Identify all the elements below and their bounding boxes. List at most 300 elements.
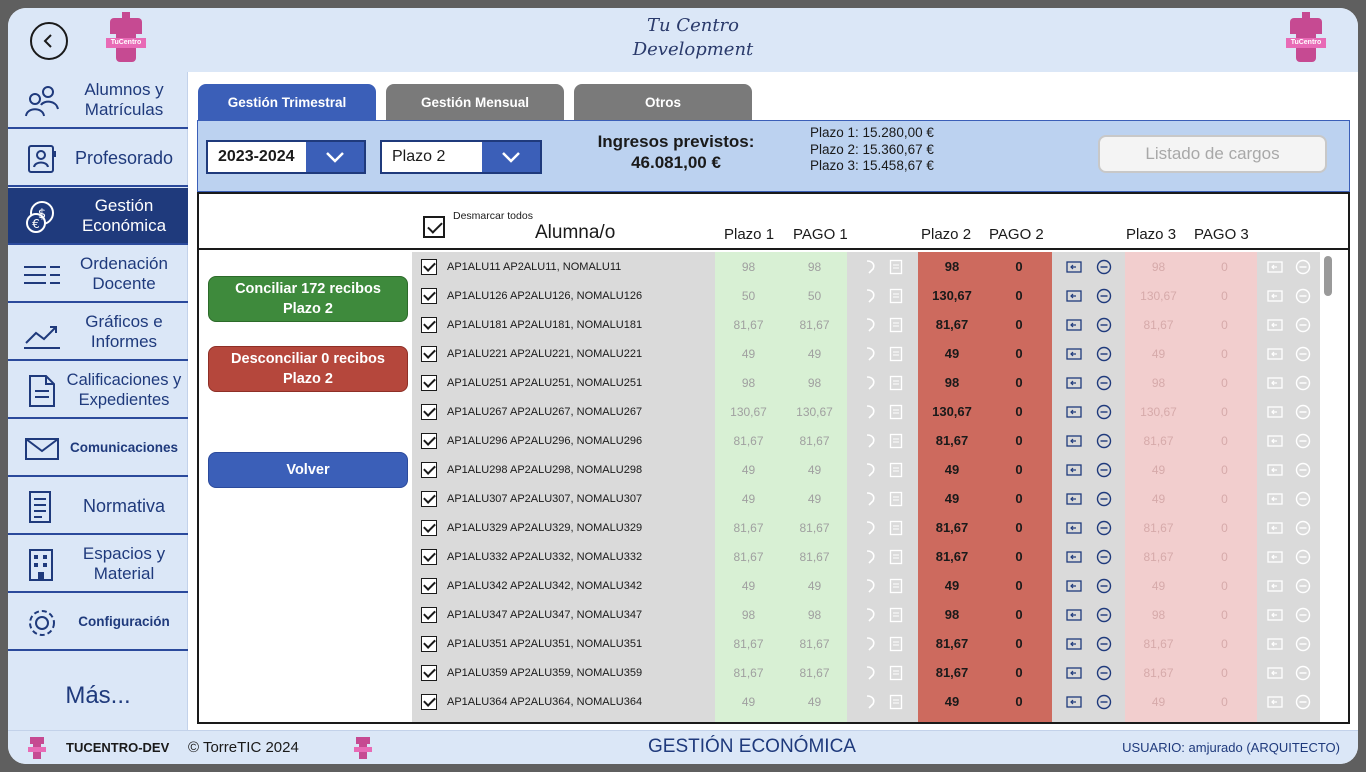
undo-button[interactable]: [863, 491, 877, 507]
assign-button[interactable]: [1267, 551, 1283, 563]
cell-actions1: [847, 252, 918, 281]
cell-pago1: 98: [782, 252, 847, 281]
receipt-button[interactable]: [889, 288, 903, 304]
receipt-button[interactable]: [889, 549, 903, 565]
table-row: [412, 252, 1320, 281]
sidebar-item-profesorado[interactable]: [8, 130, 188, 187]
volver-button[interactable]: Volver: [208, 452, 408, 488]
remove-button[interactable]: [1295, 433, 1311, 449]
sidebar-item-ordenacion[interactable]: [8, 246, 188, 303]
assign-button[interactable]: [1066, 261, 1082, 273]
undo-button[interactable]: [863, 665, 877, 681]
remove-button[interactable]: [1295, 317, 1311, 333]
cell-pago3: 0: [1192, 455, 1257, 484]
cell-actions1: [847, 571, 918, 600]
assign-button[interactable]: [1066, 290, 1082, 302]
plazo2-total: Plazo 2: 15.360,67 €: [810, 141, 934, 157]
receipt-button[interactable]: [889, 346, 903, 362]
remove-button[interactable]: [1096, 491, 1112, 507]
remove-button[interactable]: [1096, 578, 1112, 594]
conciliar-plazo: Plazo 2: [283, 301, 333, 317]
remove-button[interactable]: [1096, 462, 1112, 478]
col-plazo2: Plazo 2: [921, 226, 972, 243]
cell-actions1: [847, 513, 918, 542]
cell-alumna: [412, 716, 715, 724]
assign-icon: [1267, 319, 1283, 331]
cell-alumna: [412, 281, 715, 310]
plazo-value: Plazo 2: [392, 148, 446, 165]
row-checkbox[interactable]: [421, 462, 437, 478]
more-button[interactable]: Más...: [65, 682, 131, 709]
recibos-list: [412, 252, 1320, 724]
row-checkbox[interactable]: [421, 288, 437, 304]
remove-button[interactable]: [1295, 636, 1311, 652]
cell-plazo2: 98: [918, 368, 986, 397]
assign-button[interactable]: [1267, 406, 1283, 418]
remove-button[interactable]: [1295, 375, 1311, 391]
assign-icon: [1267, 377, 1283, 389]
back-button[interactable]: [30, 22, 68, 60]
assign-icon: [1066, 667, 1082, 679]
row-checkbox[interactable]: [421, 549, 437, 565]
assign-button[interactable]: [1066, 377, 1082, 389]
listado-cargos-button[interactable]: Listado de cargos: [1098, 135, 1327, 173]
cell-actions2: [1052, 571, 1125, 600]
undo-button[interactable]: [863, 433, 877, 449]
cell-pago3: 0: [1192, 513, 1257, 542]
cell-plazo3: 81,67: [1125, 426, 1192, 455]
cell-actions2: [1052, 513, 1125, 542]
assign-button[interactable]: [1267, 667, 1283, 679]
assign-button[interactable]: [1066, 667, 1082, 679]
cell-pago3: [1192, 716, 1257, 724]
receipt-button[interactable]: [889, 520, 903, 536]
cell-pago1: 81,67: [782, 310, 847, 339]
remove-button[interactable]: [1295, 346, 1311, 362]
remove-circle-icon: [1295, 491, 1311, 507]
undo-button[interactable]: [863, 520, 877, 536]
cell-actions3: [1257, 368, 1320, 397]
cell-pago3: 0: [1192, 281, 1257, 310]
alumna-name: AP1ALU221 AP2ALU221, NOMALU221: [447, 347, 643, 360]
sidebar-item-espacios[interactable]: [8, 536, 188, 593]
cell-plazo1: 49: [715, 484, 782, 513]
assign-button[interactable]: [1066, 609, 1082, 621]
cell-alumna: [412, 687, 715, 716]
receipt-button[interactable]: [889, 491, 903, 507]
cell-actions2: [1052, 687, 1125, 716]
row-checkbox[interactable]: [421, 346, 437, 362]
remove-button[interactable]: [1295, 404, 1311, 420]
cell-plazo3: 49: [1125, 455, 1192, 484]
chevron-down-icon: [482, 142, 540, 172]
plazo3-total: Plazo 3: 15.458,67 €: [810, 158, 934, 173]
receipt-icon: [889, 636, 903, 652]
assign-button[interactable]: [1066, 464, 1082, 476]
assign-button[interactable]: [1267, 580, 1283, 592]
cell-actions2: [1052, 281, 1125, 310]
receipt-icon: [889, 433, 903, 449]
alumna-name: AP1ALU347 AP2ALU347, NOMALU347: [447, 608, 643, 621]
remove-circle-icon: [1096, 636, 1112, 652]
remove-button[interactable]: [1295, 723, 1311, 725]
receipt-icon: [889, 549, 903, 565]
tab-gestion-mensual[interactable]: Gestión Mensual: [386, 84, 564, 120]
assign-button[interactable]: [1267, 435, 1283, 447]
sidebar-item-configuracion[interactable]: [8, 594, 188, 651]
assign-button[interactable]: [1267, 638, 1283, 650]
remove-circle-icon: [1096, 462, 1112, 478]
cell-pago1: 81,67: [782, 629, 847, 658]
cell-actions3: [1257, 600, 1320, 629]
cell-actions1: [847, 687, 918, 716]
plazo-dropdown[interactable]: [380, 140, 542, 174]
cell-actions3: [1257, 455, 1320, 484]
remove-button[interactable]: [1295, 549, 1311, 565]
remove-circle-icon: [1295, 462, 1311, 478]
assign-button[interactable]: [1267, 261, 1283, 273]
row-checkbox[interactable]: [421, 375, 437, 391]
assign-icon: [1066, 551, 1082, 563]
assign-button[interactable]: [1267, 493, 1283, 505]
row-checkbox[interactable]: [421, 723, 437, 725]
row-checkbox[interactable]: [421, 404, 437, 420]
conciliar-button[interactable]: [208, 276, 408, 322]
receipt-icon: [889, 694, 903, 710]
undo-icon: [863, 317, 877, 333]
app-window: [8, 8, 1358, 764]
row-checkbox[interactable]: [421, 694, 437, 710]
receipt-button[interactable]: [889, 404, 903, 420]
cell-plazo1: 98: [715, 252, 782, 281]
assign-button[interactable]: [1066, 406, 1082, 418]
cell-plazo3: 49: [1125, 339, 1192, 368]
select-all-checkbox[interactable]: [423, 216, 445, 238]
scrollbar-thumb[interactable]: [1324, 256, 1332, 296]
receipt-button[interactable]: [889, 433, 903, 449]
remove-button[interactable]: [1096, 636, 1112, 652]
cell-plazo3: 130,67: [1125, 281, 1192, 310]
sidebar-item-comunicaciones[interactable]: [8, 420, 188, 477]
receipt-icon: [889, 288, 903, 304]
receipt-button[interactable]: [889, 578, 903, 594]
remove-circle-icon: [1096, 665, 1112, 681]
assign-button[interactable]: [1267, 348, 1283, 360]
cell-actions1: [847, 426, 918, 455]
cell-actions1: [847, 368, 918, 397]
assign-button[interactable]: [1066, 348, 1082, 360]
sidebar-item-label: Calificaciones y Expedientes: [66, 370, 182, 409]
receipt-button[interactable]: [889, 694, 903, 710]
receipt-icon: [889, 259, 903, 275]
cell-actions1: [847, 455, 918, 484]
cell-pago2: 0: [986, 281, 1052, 310]
receipt-button[interactable]: [889, 462, 903, 478]
plazos-summary: [810, 125, 934, 175]
cell-alumna: [412, 368, 715, 397]
assign-button[interactable]: [1066, 580, 1082, 592]
cell-actions3: [1257, 339, 1320, 368]
regulation-doc-icon: [24, 489, 60, 525]
cell-plazo3: 98: [1125, 600, 1192, 629]
cell-actions3: [1257, 281, 1320, 310]
remove-button[interactable]: [1295, 578, 1311, 594]
remove-button[interactable]: [1295, 288, 1311, 304]
cell-plazo1: 49: [715, 687, 782, 716]
remove-button[interactable]: [1295, 607, 1311, 623]
year-dropdown[interactable]: [206, 140, 366, 174]
cell-pago1: 81,67: [782, 513, 847, 542]
sidebar-item-gestion[interactable]: [8, 188, 188, 245]
assign-button[interactable]: [1267, 522, 1283, 534]
remove-button[interactable]: [1096, 433, 1112, 449]
remove-button[interactable]: [1295, 520, 1311, 536]
remove-button[interactable]: [1096, 723, 1112, 725]
remove-button[interactable]: [1096, 375, 1112, 391]
remove-circle-icon: [1096, 346, 1112, 362]
row-checkbox[interactable]: [421, 607, 437, 623]
assign-button[interactable]: [1066, 493, 1082, 505]
remove-button[interactable]: [1096, 520, 1112, 536]
desconciliar-button[interactable]: [208, 346, 408, 392]
cell-plazo1: 98: [715, 368, 782, 397]
receipt-icon: [889, 462, 903, 478]
remove-button[interactable]: [1096, 549, 1112, 565]
assign-button[interactable]: [1066, 522, 1082, 534]
undo-icon: [863, 404, 877, 420]
sidebar-item-label: Ordenación Docente: [80, 253, 168, 293]
alumna-name: AP1ALU342 AP2ALU342, NOMALU342: [447, 579, 643, 592]
remove-button[interactable]: [1295, 491, 1311, 507]
cell-pago1: 49: [782, 687, 847, 716]
remove-circle-icon: [1295, 636, 1311, 652]
cell-alumna: [412, 513, 715, 542]
alumna-name: AP1ALU307 AP2ALU307, NOMALU307: [447, 492, 643, 505]
sidebar-item-calificaciones[interactable]: [8, 362, 188, 419]
cell-plazo2: 49: [918, 455, 986, 484]
undo-button[interactable]: [863, 694, 877, 710]
undo-button[interactable]: [863, 578, 877, 594]
undo-button[interactable]: [863, 549, 877, 565]
remove-button[interactable]: [1096, 404, 1112, 420]
receipt-icon: [889, 346, 903, 362]
remove-button[interactable]: [1096, 694, 1112, 710]
remove-circle-icon: [1295, 375, 1311, 391]
row-checkbox[interactable]: [421, 665, 437, 681]
undo-icon: [863, 491, 877, 507]
sidebar-item-label: Alumnos y Matrículas: [84, 79, 164, 119]
remove-button[interactable]: [1096, 288, 1112, 304]
undo-button[interactable]: [863, 723, 877, 725]
assign-button[interactable]: [1267, 290, 1283, 302]
assign-icon: [1267, 551, 1283, 563]
assign-button[interactable]: [1267, 464, 1283, 476]
receipt-button[interactable]: [889, 723, 903, 725]
receipt-icon: [889, 607, 903, 623]
cell-pago1: 81,67: [782, 542, 847, 571]
table-row: [412, 513, 1320, 542]
cell-actions1: [847, 542, 918, 571]
cell-pago1: 50: [782, 281, 847, 310]
alumna-name: AP1ALU126 AP2ALU126, NOMALU126: [447, 289, 643, 302]
cell-alumna: [412, 600, 715, 629]
cell-actions1: [847, 281, 918, 310]
ingresos-value: 46.081,00 €: [631, 153, 721, 172]
table-row: [412, 339, 1320, 368]
row-checkbox[interactable]: [421, 636, 437, 652]
remove-button[interactable]: [1096, 665, 1112, 681]
col-pago3: PAGO 3: [1194, 226, 1249, 243]
remove-circle-icon: [1096, 578, 1112, 594]
cell-alumna: [412, 629, 715, 658]
remove-button[interactable]: [1295, 665, 1311, 681]
undo-button[interactable]: [863, 462, 877, 478]
row-checkbox[interactable]: [421, 317, 437, 333]
cell-pago3: 0: [1192, 542, 1257, 571]
remove-circle-icon: [1295, 520, 1311, 536]
assign-button[interactable]: [1066, 696, 1082, 708]
undo-button[interactable]: [863, 636, 877, 652]
receipt-button[interactable]: [889, 375, 903, 391]
remove-circle-icon: [1295, 723, 1311, 725]
remove-circle-icon: [1096, 694, 1112, 710]
undo-button[interactable]: [863, 288, 877, 304]
cell-plazo1: 50: [715, 281, 782, 310]
undo-button[interactable]: [863, 607, 877, 623]
sidebar-item-normativa[interactable]: [8, 478, 188, 535]
cell-pago2: 0: [986, 629, 1052, 658]
receipt-icon: [889, 491, 903, 507]
undo-icon: [863, 520, 877, 536]
cell-plazo2: 98: [918, 252, 986, 281]
cell-alumna: [412, 658, 715, 687]
assign-button[interactable]: [1267, 696, 1283, 708]
cell-actions1: [847, 658, 918, 687]
cell-pago3: 0: [1192, 310, 1257, 339]
app-header: [8, 8, 1358, 72]
cell-plazo2: 81,67: [918, 426, 986, 455]
remove-circle-icon: [1096, 317, 1112, 333]
cell-actions3: [1257, 484, 1320, 513]
cell-pago2: 0: [986, 339, 1052, 368]
row-checkbox[interactable]: [421, 491, 437, 507]
remove-button[interactable]: [1096, 607, 1112, 623]
remove-button[interactable]: [1096, 259, 1112, 275]
undo-button[interactable]: [863, 375, 877, 391]
tab-otros[interactable]: Otros: [574, 84, 752, 120]
assign-button[interactable]: [1066, 551, 1082, 563]
row-checkbox[interactable]: [421, 520, 437, 536]
cell-plazo3: 98: [1125, 368, 1192, 397]
remove-button[interactable]: [1295, 259, 1311, 275]
receipt-button[interactable]: [889, 317, 903, 333]
cell-plazo1: 130,67: [715, 397, 782, 426]
sidebar-item-label: Gestión Económica: [81, 195, 167, 235]
alumna-name: AP1ALU296 AP2ALU296, NOMALU296: [447, 434, 643, 447]
cell-actions1: [847, 600, 918, 629]
table-row: [412, 397, 1320, 426]
assign-icon: [1267, 522, 1283, 534]
cell-plazo1: 81,67: [715, 658, 782, 687]
assign-button[interactable]: [1267, 319, 1283, 331]
col-pago2: PAGO 2: [989, 226, 1044, 243]
cell-actions3: [1257, 658, 1320, 687]
remove-button[interactable]: [1295, 462, 1311, 478]
cell-plazo3: 81,67: [1125, 629, 1192, 658]
remove-circle-icon: [1295, 288, 1311, 304]
assign-button[interactable]: [1267, 377, 1283, 389]
receipt-button[interactable]: [889, 259, 903, 275]
remove-button[interactable]: [1096, 346, 1112, 362]
undo-button[interactable]: [863, 317, 877, 333]
cell-pago2: 0: [986, 513, 1052, 542]
ingresos-previstos: [576, 131, 776, 173]
undo-icon: [863, 723, 877, 725]
id-card-icon: [24, 141, 60, 177]
cell-plazo1: 81,67: [715, 629, 782, 658]
receipt-button[interactable]: [889, 607, 903, 623]
recibos-panel: [197, 192, 1350, 724]
assign-button[interactable]: [1066, 638, 1082, 650]
row-checkbox[interactable]: [421, 433, 437, 449]
cell-pago3: 0: [1192, 658, 1257, 687]
sidebar-item-graficos[interactable]: [8, 304, 188, 361]
row-checkbox[interactable]: [421, 578, 437, 594]
cell-plazo3: [1125, 716, 1192, 724]
cell-pago3: 0: [1192, 426, 1257, 455]
assign-icon: [1066, 319, 1082, 331]
cell-plazo1: [715, 716, 782, 724]
undo-icon: [863, 375, 877, 391]
receipt-icon: [889, 520, 903, 536]
assign-icon: [1066, 696, 1082, 708]
remove-button[interactable]: [1096, 317, 1112, 333]
receipt-button[interactable]: [889, 636, 903, 652]
assign-icon: [1066, 261, 1082, 273]
assign-icon: [1267, 667, 1283, 679]
undo-button[interactable]: [863, 346, 877, 362]
undo-icon: [863, 607, 877, 623]
app-title: [568, 14, 818, 62]
cell-pago1: 81,67: [782, 658, 847, 687]
assign-icon: [1066, 377, 1082, 389]
receipt-button[interactable]: [889, 665, 903, 681]
undo-button[interactable]: [863, 259, 877, 275]
cell-actions1: [847, 397, 918, 426]
alumna-name: AP1ALU298 AP2ALU298, NOMALU298: [447, 463, 643, 476]
tab-gestion-trimestral[interactable]: Gestión Trimestral: [198, 84, 376, 120]
assign-button[interactable]: [1066, 319, 1082, 331]
row-checkbox[interactable]: [421, 259, 437, 275]
undo-icon: [863, 288, 877, 304]
sidebar-item-alumnos[interactable]: [8, 72, 188, 129]
cell-actions1: [847, 716, 918, 724]
cell-pago2: 0: [986, 600, 1052, 629]
cell-plazo2: 98: [918, 600, 986, 629]
users-icon: [24, 83, 60, 119]
table-row: [412, 687, 1320, 716]
desconciliar-label: Desconciliar 0 recibos: [231, 351, 385, 367]
footer-user: USUARIO: amjurado (ARQUITECTO): [1122, 740, 1340, 755]
receipt-icon: [889, 665, 903, 681]
undo-button[interactable]: [863, 404, 877, 420]
footer-brand: TUCENTRO-DEV: [66, 740, 170, 755]
app-footer: [8, 730, 1358, 764]
assign-button[interactable]: [1267, 609, 1283, 621]
cell-pago3: 0: [1192, 397, 1257, 426]
assign-button[interactable]: [1066, 435, 1082, 447]
remove-button[interactable]: [1295, 694, 1311, 710]
